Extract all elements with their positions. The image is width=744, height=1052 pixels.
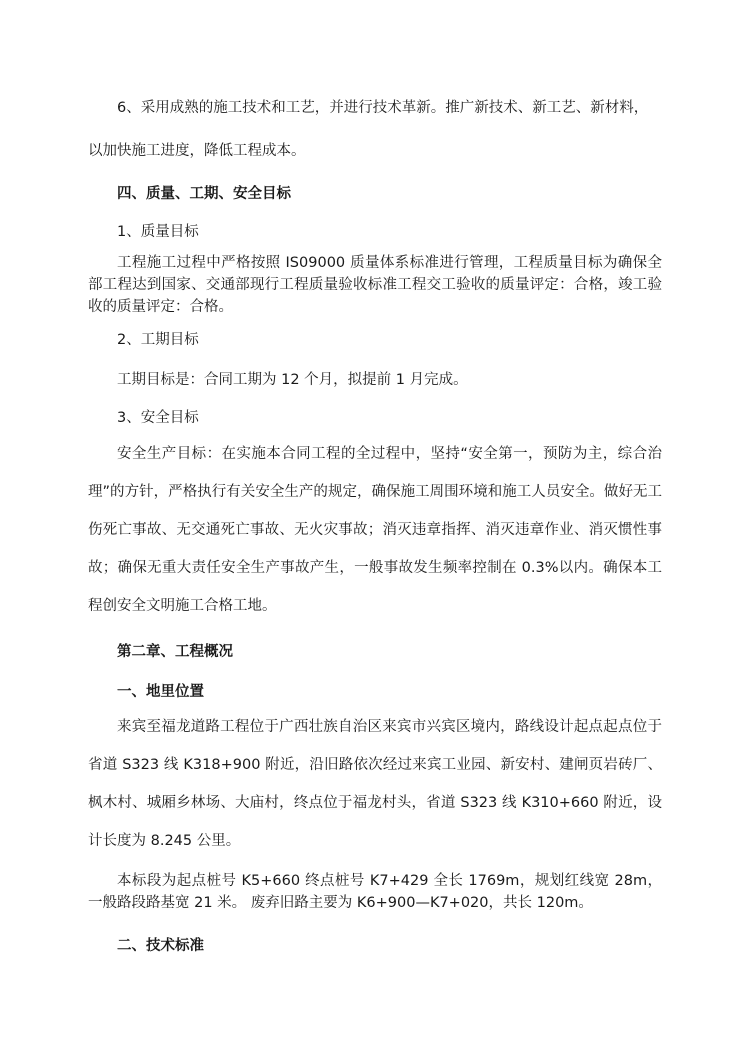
paragraph: 安全生产目标：在实施本合同工程的全过程中，坚持“安全第一，预防为主，综合治理”的方针，严格执行有关安全生产的规定，确保施工周围环境和施工人员安全。做好无工伤死亡事故、无交通死亡事故、无火灾事故；消灭违章指挥、消灭违章作业、消灭惯性事故；确保无重大责任安全生产事故产生，一般事故发生频率控制在 0.3%以内。确保本工程创安全文明施工合格工地。 [88,446,662,614]
section-heading: 二、技术标准 [117,938,204,954]
paragraph: 工程施工过程中严格按照 IS09000 质量体系标准进行管理，工程质量目标为确保全部工程达到国家、交通部现行工程质量验收标准工程交工验收的质量评定：合格，竣工验收的质量评定：合格。 [88,255,662,315]
subsection-heading: 1、质量目标 [117,224,199,240]
paragraph-line: 以加快施工进度，降低工程成本。 [88,143,306,159]
paragraph-line: 6、采用成熟的施工技术和工艺，并进行技术革新。推广新技术、新工艺、新材料， [117,100,649,116]
paragraph: 本标段为起点桩号 K5+660 终点桩号 K7+429 全长 1769m，规划红线宽 28m，一般路段路基宽 21 米。 废弃旧路主要为 K6+900—K7+020，共长 120m。 [88,873,662,911]
subsection-heading: 2、工期目标 [117,332,199,348]
paragraph: 工期目标是：合同工期为 12 个月，拟提前 1 月完成。 [117,372,468,388]
paragraph: 来宾至福龙道路工程位于广西壮族自治区来宾市兴宾区境内，路线设计起点起点位于省道 S323 线 K318+900 附近，沿旧路依次经过来宾工业园、新安村、建闸页岩砖厂、枫木村、城厢乡林场、大庙村，终点位于福龙村头，省道 S323 线 K310+660 附近，设计长度为 8.245 公里。 [88,719,662,849]
chapter-heading: 第二章、工程概况 [117,644,233,660]
section-heading: 四、质量、工期、安全目标 [117,186,291,202]
section-heading: 一、地里位置 [117,684,204,700]
subsection-heading: 3、安全目标 [117,410,199,426]
